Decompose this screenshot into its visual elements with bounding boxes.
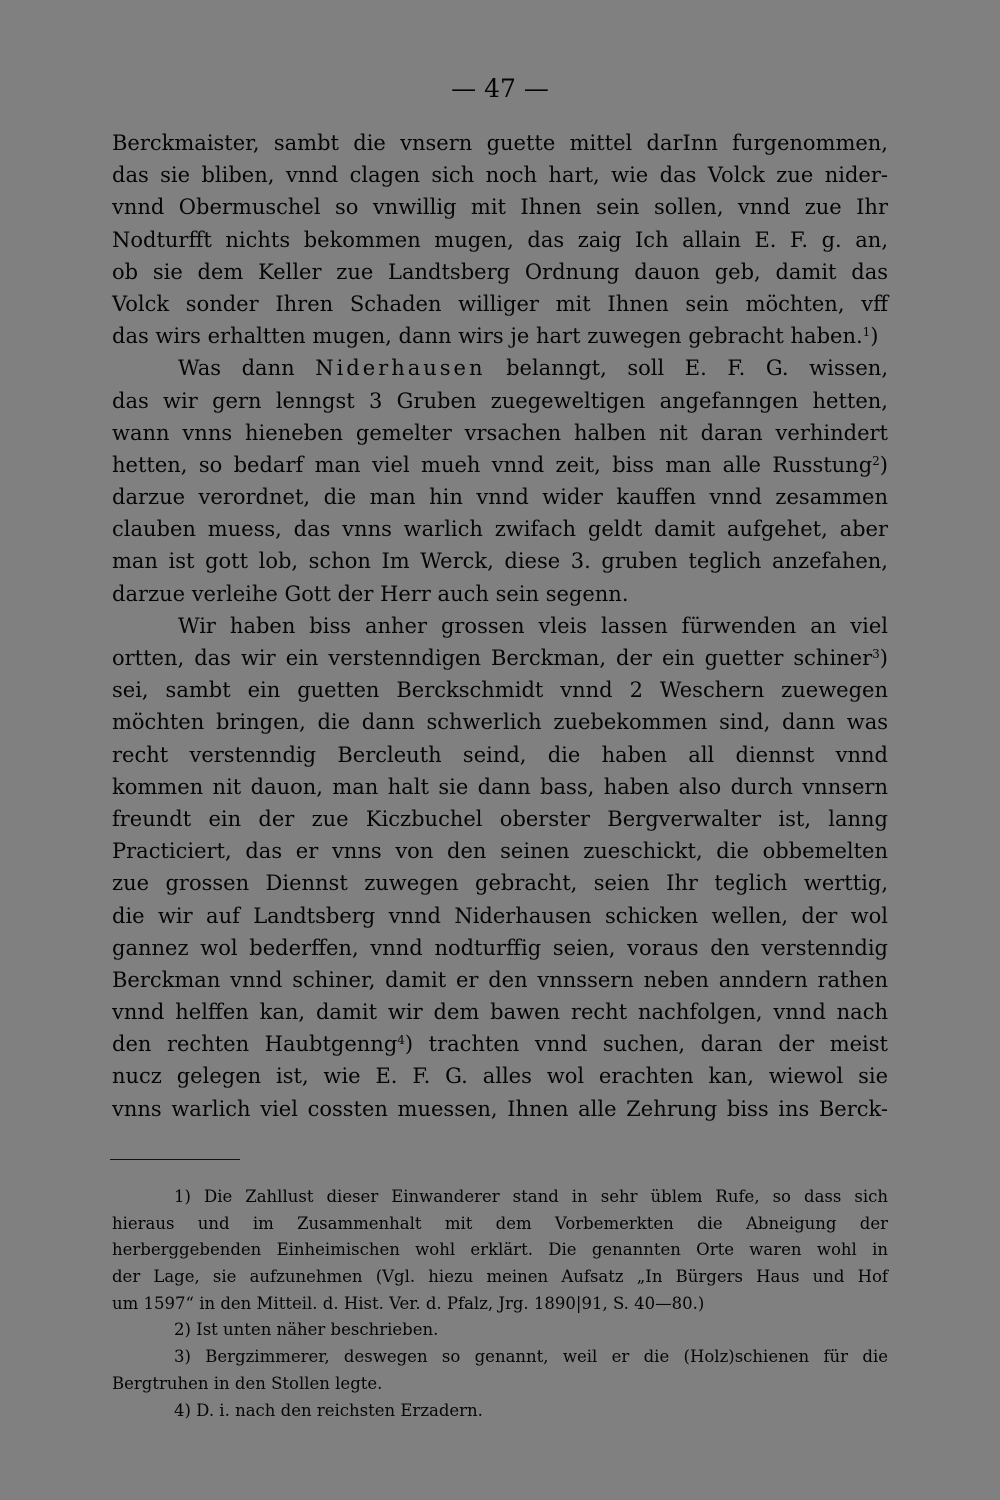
footnote-marker: 3: [872, 647, 880, 661]
footnote-marker: 2: [872, 453, 880, 468]
footnote-line: [112, 1184, 888, 1211]
text-line: [112, 900, 888, 932]
text-line: [112, 578, 888, 610]
text-segment: das sie bliben, vnnd clagen sich noch hart, wie das Volck zue nider-: [112, 163, 888, 188]
footnote-separator: [110, 1159, 240, 1160]
text-segment: sei, sambt ein guetten Berckschmidt vnnd 2 Weschern zuewegen: [112, 678, 888, 703]
text-line: [112, 642, 888, 674]
text-segment: gannez wol bederffen, vnnd nodturffig seien, voraus den verstenndig: [112, 935, 888, 960]
text-segment: wann vnns hieneben gemelter vrsachen halben nit daran verhindert: [112, 420, 888, 445]
text-segment: vnns warlich viel cossten muessen, Ihnen alle Zehrung biss ins Berck-: [112, 1096, 888, 1121]
text-segment: das wir gern lenngst 3 Gruben zuegeweltigen angefanngen hetten,: [112, 388, 888, 413]
text-segment: zue grossen Diennst zuwegen gebracht, seien Ihr teglich werttig,: [112, 871, 888, 896]
text-line: [112, 1060, 888, 1092]
footnote-marker: 4: [397, 1033, 405, 1048]
text-segment: das wirs erhaltten mugen, dann wirs je hart zuwegen gebracht haben.: [112, 324, 863, 349]
text-segment: darzue verleihe Gott der Herr auch sein segenn.: [112, 581, 629, 606]
text-segment: möchten bringen, die dann schwerlich zuebekommen sind, dann was: [112, 710, 888, 735]
text-segment: Bergtruhen in den Stollen legte.: [112, 1373, 383, 1393]
text-line: [112, 674, 888, 706]
text-line: [112, 256, 888, 288]
text-line: [112, 610, 888, 642]
text-line: [112, 320, 888, 352]
text-line: [112, 706, 888, 738]
text-segment: vnnd helffen kan, damit wir dem bawen recht nachfolgen, vnnd nach: [112, 1000, 888, 1025]
text-line: [112, 159, 888, 191]
text-line: [112, 417, 888, 449]
main-text-body: [112, 127, 888, 1125]
text-segment: Nodturfft nichts bekommen mugen, das zaig Ich allain E. F. g. an,: [112, 227, 888, 252]
text-segment: recht verstenndig Bercleuth seind, die haben all diennst vnnd: [112, 742, 888, 767]
text-line: [112, 835, 888, 867]
text-segment: um 1597“ in den Mitteil. d. Hist. Ver. d. Pfalz, Jrg. 1890|91, S. 40—80.): [112, 1293, 705, 1313]
text-segment: 1) Die Zahllust dieser Einwanderer stand in sehr üblem Rufe, so dass sich: [174, 1187, 888, 1206]
text-segment: Berckman vnnd schiner, damit er den vnnssern neben anndern rathen: [112, 967, 888, 992]
footnote-line: [112, 1264, 888, 1291]
text-line: [112, 288, 888, 320]
text-segment: herberggebenden Einheimischen wohl erklärt. Die genannten Orte waren wohl in: [112, 1240, 888, 1260]
text-segment: ): [879, 452, 888, 477]
text-segment: Niderhausen: [315, 356, 486, 381]
text-segment: ): [870, 324, 879, 349]
footnotes-section: [112, 1184, 888, 1424]
footnote-line: [112, 1211, 888, 1238]
text-segment: ) trachten vnnd suchen, daran der meist: [404, 1032, 888, 1057]
text-line: [112, 867, 888, 899]
footnote-line: [112, 1237, 888, 1264]
text-line: [112, 191, 888, 223]
text-line: [112, 224, 888, 256]
text-segment: kommen nit dauon, man halt sie dann bass, haben also durch vnnsern: [112, 774, 888, 799]
text-segment: darzue verordnet, die man hin vnnd wider kauffen vnnd zesammen: [112, 485, 888, 510]
text-line: [112, 385, 888, 417]
text-segment: den rechten Haubtgenng: [112, 1032, 398, 1057]
text-segment: man ist gott lob, schon Im Werck, diese 3. gruben teglich anzefahen,: [112, 549, 888, 574]
footnote-marker: 1: [862, 325, 871, 340]
text-segment: belanngt, soll E. F. G. wissen,: [485, 356, 888, 381]
text-segment: 4) D. i. nach den reichsten Erzadern.: [174, 1400, 483, 1420]
text-segment: Was dann: [178, 356, 316, 381]
text-segment: Wir haben biss anher grossen vleis lassen fürwenden an viel: [178, 613, 888, 638]
text-line: [112, 964, 888, 996]
footnote-line: [112, 1291, 888, 1318]
footnote-line: [112, 1371, 888, 1398]
text-line: [112, 771, 888, 803]
text-segment: Berckmaister, sambt die vnsern guette mittel darInn furgenommen,: [112, 131, 888, 155]
text-segment: ob sie dem Keller zue Landtsberg Ordnung dauon geb, damit das: [112, 259, 888, 284]
text-segment: der Lage, sie aufzunehmen (Vgl. hiezu meinen Aufsatz „In Bürgers Haus und Hof: [112, 1267, 888, 1287]
text-segment: hetten, so bedarf man viel mueh vnnd zeit, biss man alle Russtung: [112, 452, 873, 477]
text-segment: ): [879, 646, 888, 670]
text-line: [112, 352, 888, 384]
footnote-line: [112, 1398, 888, 1425]
text-segment: nucz gelegen ist, wie E. F. G. alles wol erachten kan, wiewol sie: [112, 1064, 888, 1089]
text-segment: Volck sonder Ihren Schaden williger mit Ihnen sein möchten, vff: [112, 291, 888, 316]
text-segment: vnnd Obermuschel so vnwillig mit Ihnen sein sollen, vnnd zue Ihr: [112, 195, 888, 220]
text-segment: 3) Bergzimmerer, deswegen so genannt, weil er die (Holz)schienen für die: [174, 1347, 888, 1367]
text-segment: ortten, das wir ein verstenndigen Berckman, der ein guetter schiner: [112, 646, 873, 670]
text-line: [112, 996, 888, 1028]
text-line: [112, 739, 888, 771]
footnote-line: [112, 1344, 888, 1371]
text-segment: hieraus und im Zusammenhalt mit dem Vorbemerkten die Abneigung der: [112, 1213, 888, 1233]
text-line: [112, 1028, 888, 1060]
text-line: [112, 481, 888, 513]
text-segment: die wir auf Landtsberg vnnd Niderhausen schicken wellen, der wol: [112, 903, 888, 928]
text-line: [112, 932, 888, 964]
text-line: [112, 127, 888, 159]
text-line: [112, 803, 888, 835]
text-line: [112, 1093, 888, 1125]
footnote-line: [112, 1317, 888, 1344]
text-line: [112, 449, 888, 481]
text-segment: clauben muess, das vnns warlich zwifach geldt damit aufgehet, aber: [112, 517, 888, 542]
text-segment: 2) Ist unten näher beschrieben.: [174, 1320, 439, 1340]
text-segment: Practiciert, das er vnns von den seinen zueschickt, die obbemelten: [112, 839, 888, 864]
page-number: — 47 —: [451, 74, 549, 103]
text-line: [112, 513, 888, 545]
text-line: [112, 545, 888, 577]
text-segment: freundt ein der zue Kiczbuchel oberster Bergverwalter ist, lanng: [112, 806, 888, 831]
